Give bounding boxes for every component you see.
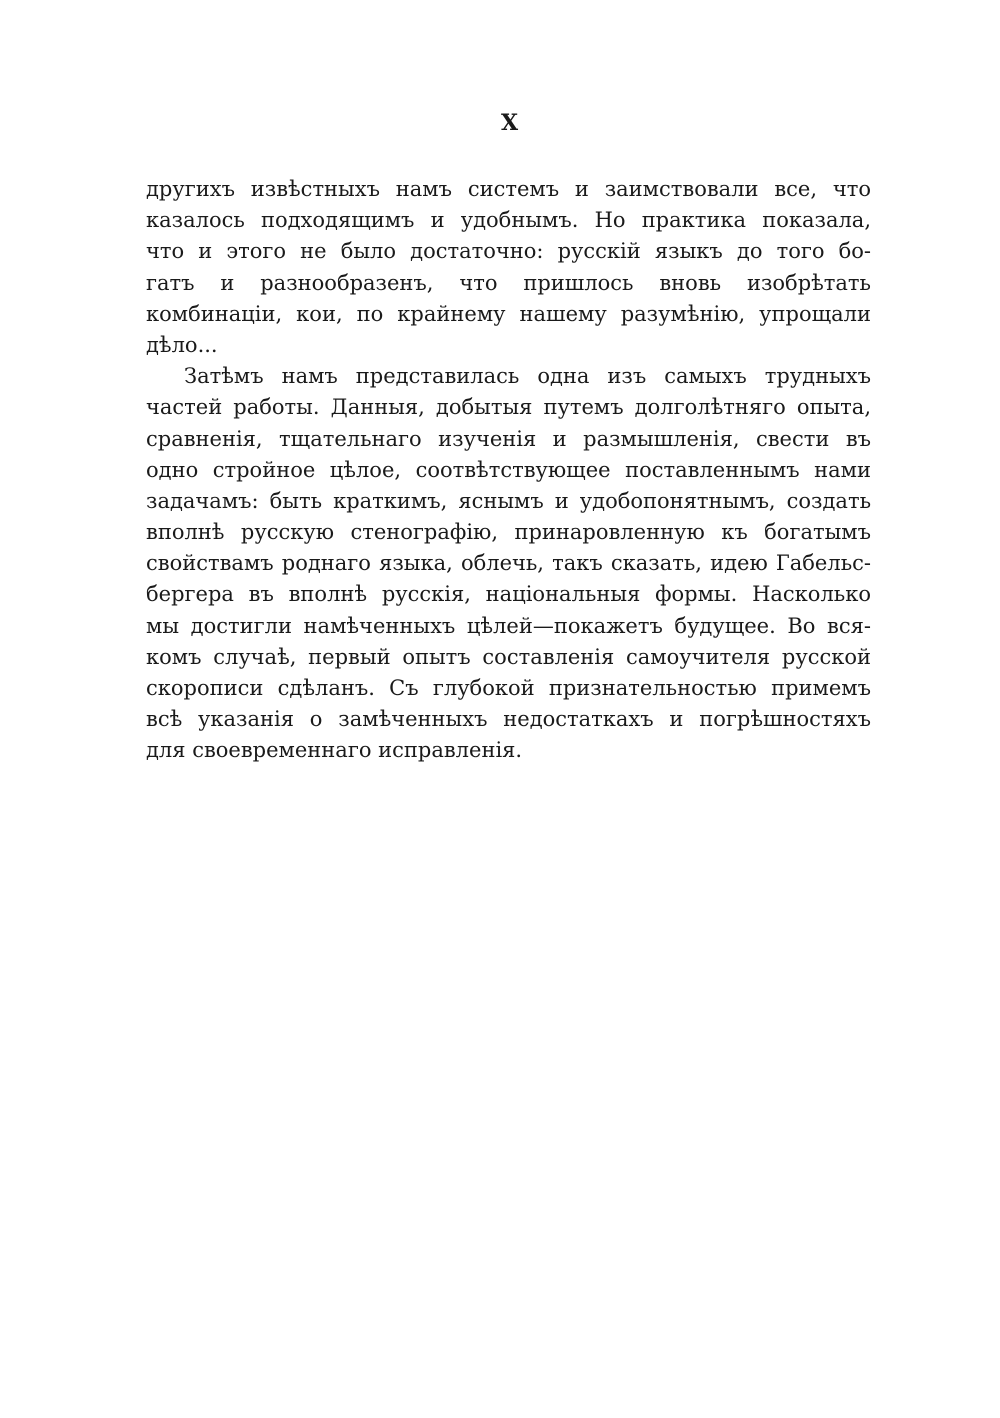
body-text: [146, 174, 871, 767]
text-line: другихъ извѣстныхъ намъ системъ и заимствовали все, что: [146, 177, 871, 201]
text-line: всѣ указанія о замѣченныхъ недостаткахъ и погрѣшностяхъ: [146, 707, 871, 732]
text-line: комбинаціи, кои, по крайнему нашему разумѣнію, упрощали: [146, 301, 871, 326]
text-line: дѣло...: [146, 332, 218, 357]
text-line: свойствамъ роднаго языка, облечь, такъ сказать, идею Габельс-: [146, 551, 871, 576]
text-line: комъ случаѣ, первый опытъ составленія самоучителя русской: [146, 644, 871, 669]
text-line: одно стройное цѣлое, соотвѣтствующее поставленнымъ нами: [146, 457, 871, 482]
text-line: скорописи сдѣланъ. Съ глубокой признательностью примемъ: [146, 676, 871, 700]
paragraph-1: [146, 174, 871, 361]
text-line: частей работы. Данныя, добытыя путемъ долголѣтняго опыта,: [146, 395, 871, 420]
text-line: Затѣмъ намъ представилась одна изъ самыхъ трудныхъ: [184, 364, 871, 389]
text-line: бергера въ вполнѣ русскія, національныя формы. Насколько: [146, 582, 871, 607]
text-line: задачамъ: быть краткимъ, яснымъ и удобопонятнымъ, создать: [146, 488, 871, 513]
text-line: гатъ и разнообразенъ, что пришлось вновь изобрѣтать: [146, 270, 871, 295]
text-line: сравненія, тщательнаго изученія и размышленія, свести въ: [146, 426, 871, 451]
text-line: казалось подходящимъ и удобнымъ. Но практика показала,: [146, 208, 871, 233]
text-line: вполнѣ русскую стенографію, принаровленную къ богатымъ: [146, 520, 871, 545]
paragraph-2: [146, 361, 871, 766]
text-line: для своевременнаго исправленія.: [146, 738, 523, 763]
text-line: что и этого не было достаточно: русскій языкъ до того бо-: [146, 239, 871, 264]
text-line: мы достигли намѣченныхъ цѣлей—покажетъ будущее. Во вся-: [146, 613, 871, 638]
page-number: X: [500, 110, 520, 136]
